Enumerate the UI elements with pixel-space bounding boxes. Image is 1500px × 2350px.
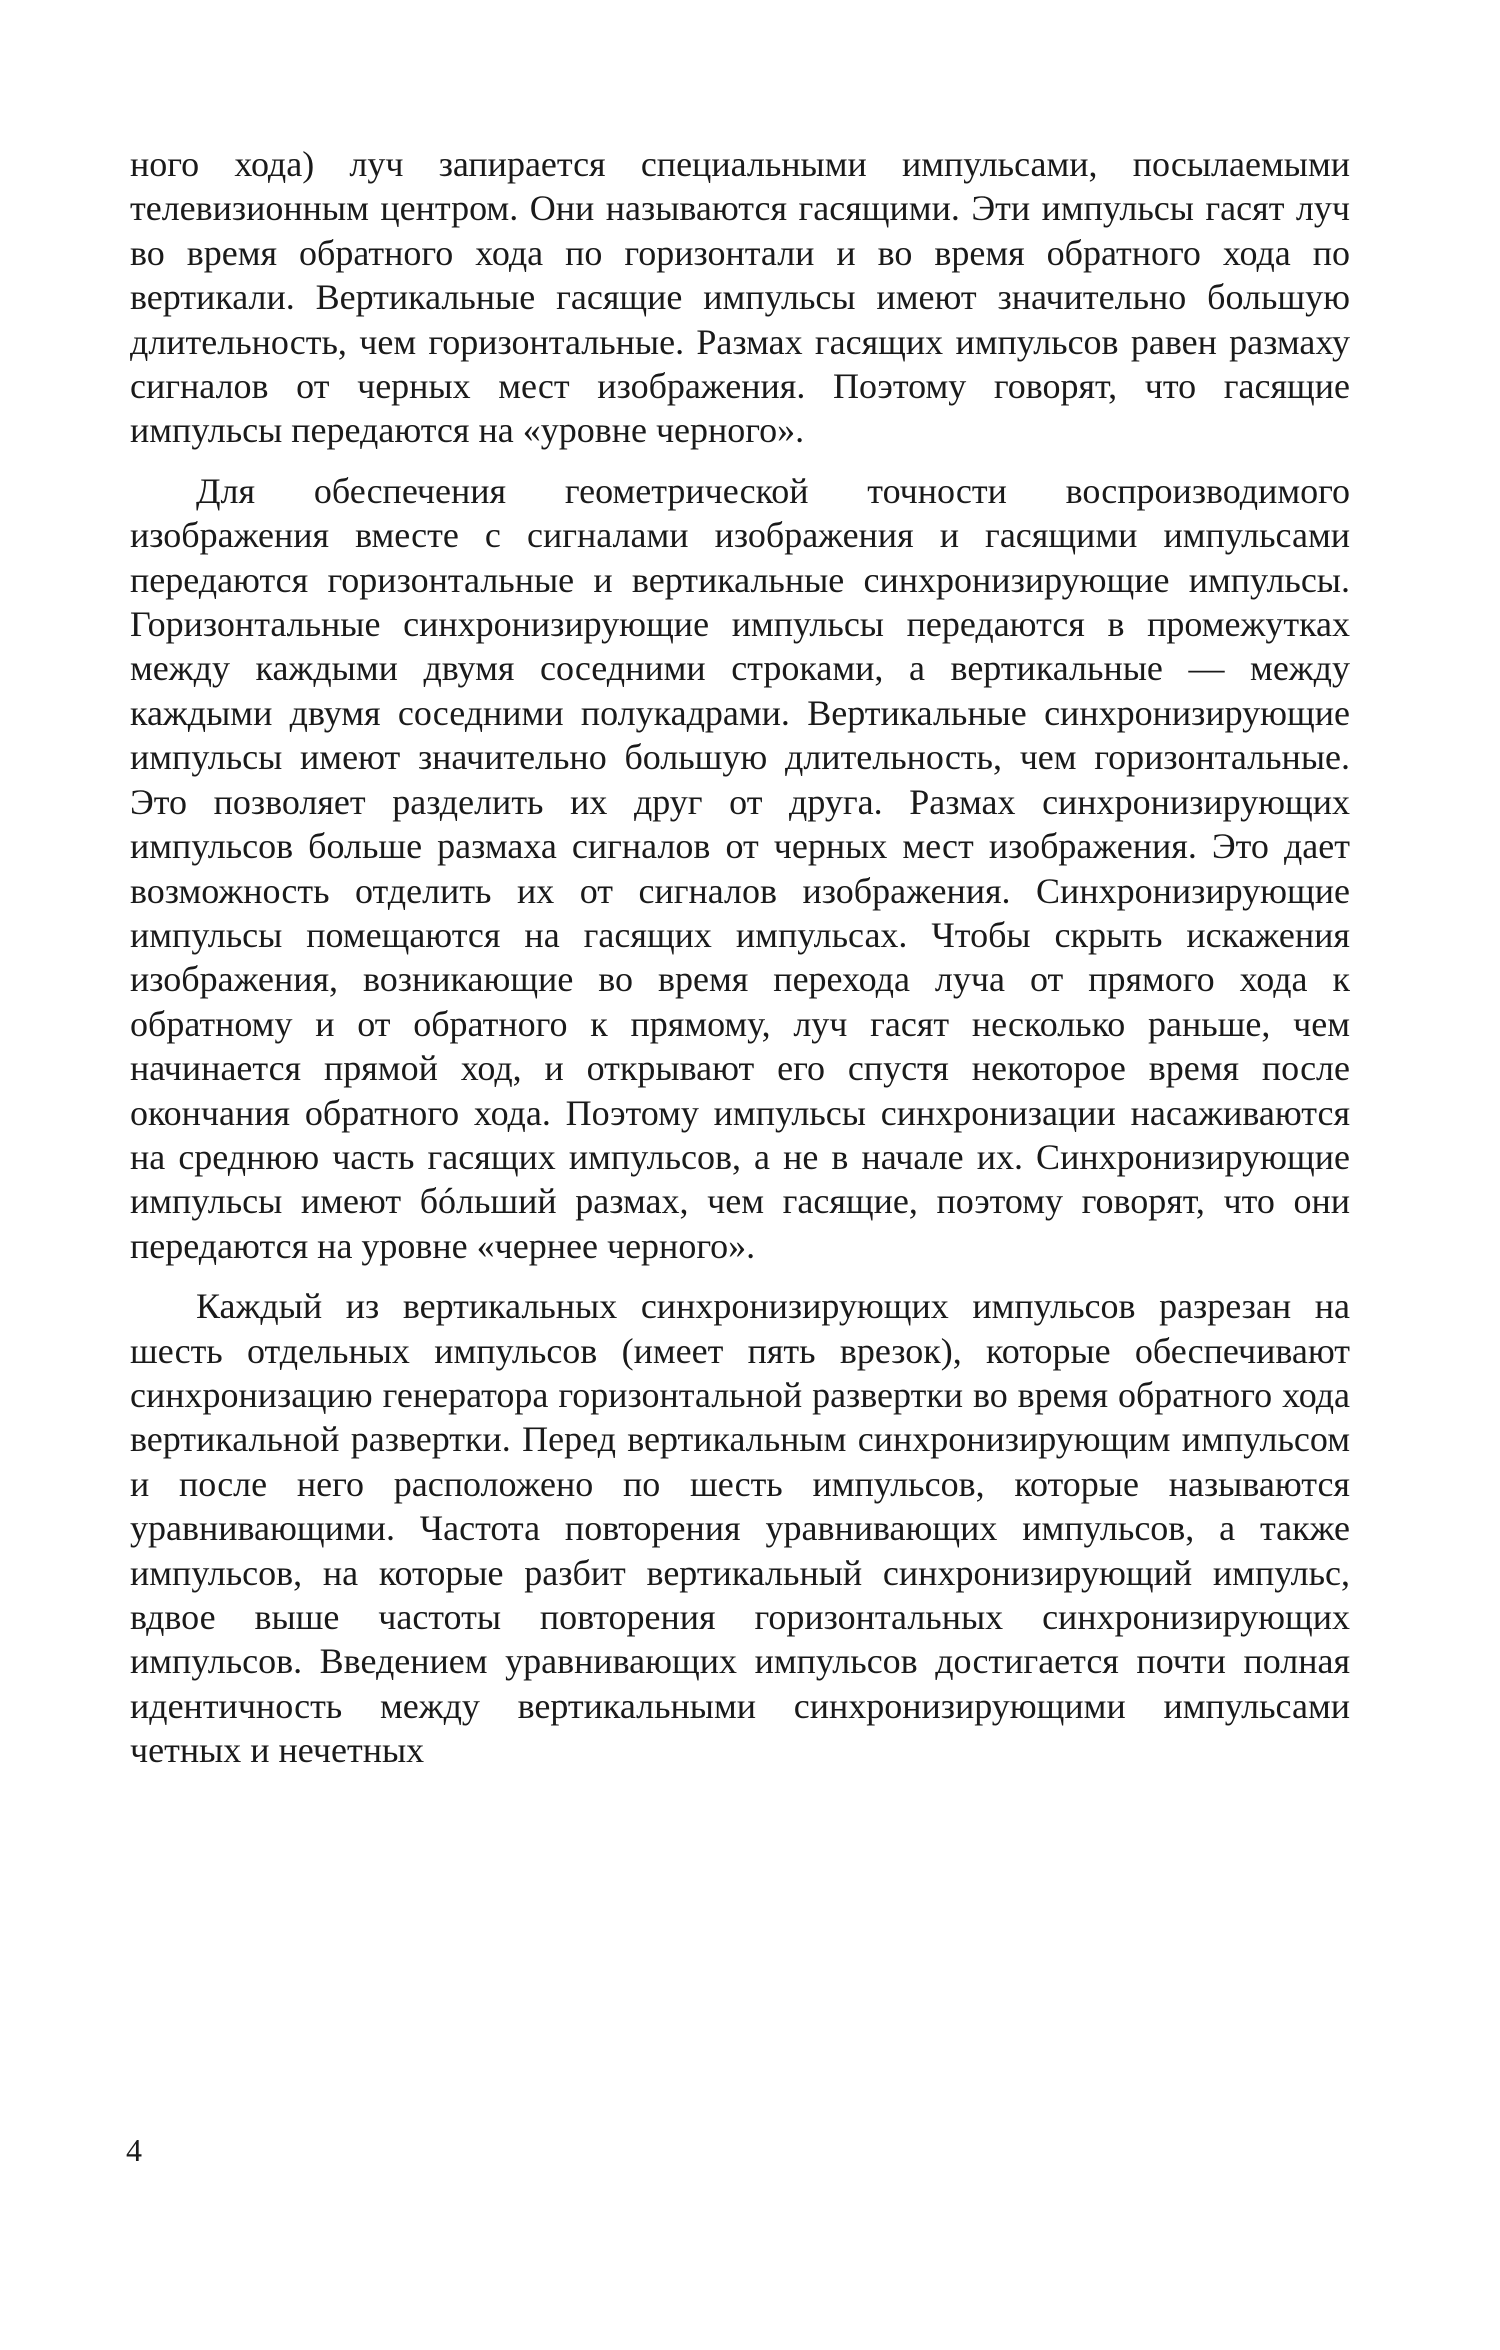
page-number: 4: [126, 2132, 142, 2168]
page-body: [130, 142, 1350, 1773]
paragraph-1: ного хода) луч запирается специальными импульсами, посылаемыми телевизионным центром. Они называются гасящими. Эти импульсы гасят луч во время обратного хода по горизонтали и во время обратного хода по вертикали. Вертикальные гасящие импульсы имеют значительно большую длительность, чем горизонтальные. Размах гасящих импульсов равен размаху сигналов от черных мест изображения. Поэтому говорят, что гасящие импульсы передаются на «уровне черного».: [130, 144, 1350, 451]
paragraph-3: Каждый из вертикальных синхронизирующих импульсов разрезан на шесть отдельных импульсов (имеет пять врезок), которые обеспечивают синхронизацию генератора горизонтальной развертки во время обратного хода вертикальной развертки. Перед вертикальным синхронизирующим импульсом и после него расположено по шесть импульсов, которые называются уравнивающими. Частота повторения уравнивающих импульсов, а также импульсов, на которые разбит вертикальный синхронизирующий импульс, вдвое выше частоты повторения горизонтальных синхронизирующих импульсов. Введением уравнивающих импульсов достигается почти полная идентичность между вертикальными синхронизирующими импульсами четных и нечетных: [130, 1286, 1350, 1771]
paragraph-2: Для обеспечения геометрической точности воспроизводимого изображения вместе с сигналами изображения и гасящими импульсами передаются горизонтальные и вертикальные синхронизирующие импульсы. Горизонтальные синхронизирующие импульсы передаются в промежутках между каждыми двумя соседними строками, а вертикальные — между каждыми двумя соседними полукадрами. Вертикальные синхронизирующие импульсы имеют значительно большую длительность, чем горизонтальные. Это позволяет разделить их друг от друга. Размах синхронизирующих импульсов больше размаха сигналов от черных мест изображения. Это дает возможность отделить их от сигналов изображения. Синхронизирующие импульсы помещаются на гасящих импульсах. Чтобы скрыть искажения изображения, возникающие во время перехода луча от прямого хода к обратному и от обратного к прямому, луч гасят несколько раньше, чем начинается прямой ход, и открывают его спустя некоторое время после окончания обратного хода. Поэтому импульсы синхронизации насаживаются на среднюю часть гасящих импульсов, а не в начале их. Синхронизирующие импульсы имеют бóльший размах, чем гасящие, поэтому говорят, что они передаются на уровне «чернее черного».: [130, 470, 1350, 1266]
